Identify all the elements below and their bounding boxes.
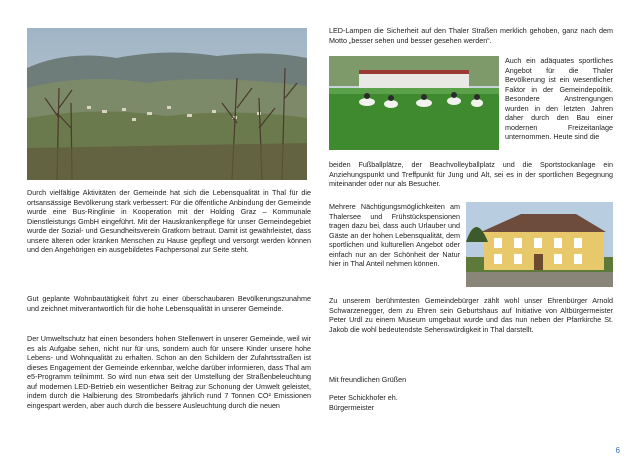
right-paragraph-2: Auch ein adäquates sportliches Angebot für die Thaler Bevölkerung ist ein wesentlicher Faktor in der Gemeindepolitik. Besondere Anstrengungen wurden in den letzten Jahren daher durch den Bau einer modernen Freizeitanlage unternommen. Heute sind die <box>505 56 613 142</box>
left-paragraph-1: Durch vielfältige Aktivitäten der Gemeinde hat sich die Lebensqualität in Thal für die ortsansässige Bevölkerung stark verbessert: Für die öffentliche Anbindung der Gemeinde wurde eine Bus-Ringlinie in Kooperation mit der Holding Graz – Kommunale Dienstleistungs GmbH eingeführt. Mit der Hauskrankenpflege für unser Gemeindegebiet wurde der Sozial- und Gesundheitsverein Gratkorn betraut. Damit ist gewährleistet, dass unsere älteren oder kranken Menschen zu Hause gepflegt und versorgt werden können und den Angehörigen ein ausgebildetes Fachpersonal zur Seite steht. <box>27 188 311 255</box>
greeting: Mit freundlichen Grüßen <box>329 375 407 384</box>
valley-landscape-photo <box>27 28 307 180</box>
right-paragraph-1: LED-Lampen die Sicherheit auf den Thaler Straßen merklich gehoben, ganz nach dem Motto „besser sehen und besser gesehen werden“. <box>329 26 613 45</box>
right-paragraph-2-continued: beiden Fußballplätze, der Beachvolleyballplatz und die Sportstockanlage ein Anziehungspunkt und Treffpunkt für Jung und Alt, sei es in der sportlichen Begegnung miteinander oder nur als Besucher. <box>329 160 613 189</box>
birth-house-photo <box>466 202 613 287</box>
page-number: 6 <box>615 446 620 455</box>
signatory-name: Peter Schickhofer eh. <box>329 393 398 402</box>
sports-field-photo <box>329 56 499 150</box>
right-paragraph-3: Mehrere Nächtigungsmöglichkeiten am Thalersee und Frühstückspensionen tragen dazu bei, dass auch Urlauber und Gäste an der hohen Lebensqualität, dem sportlichen und kulturellen Angebot oder einfach nur an der Schönheit der Natur hier in Thal Anteil nehmen können. <box>329 202 460 269</box>
signatory-role: Bürgermeister <box>329 403 375 412</box>
left-paragraph-3: Der Umweltschutz hat einen besonders hohen Stellenwert in unserer Gemeinde, weil wir es als Aufgabe sehen, nicht nur für uns, sondern auch für unsere Kinder unsere hohe Lebens- und Wohnqualität zu erhalten. Schon an den Schildern der Zufahrtsstraßen ist dieses Engagement der Gemeinde erkennbar, welche darüber informieren, dass Thal am e5-Programm teilnimmt. So wird nun etwa seit der Umstellung der Straßenbeleuchtung auf modernen LED-Betrieb ein wesentlicher Beitrag zur Schonung der Umwelt geleistet, indem durch die Halbierung des Strombedarfs jährlich rund 7 Tonnen CO² Emissionen eingespart werden, aber auch durch die bessere Ausleuchtung durch die neuen <box>27 334 311 410</box>
right-paragraph-4: Zu unserem berühmtesten Gemeindebürger zählt wohl unser Ehrenbürger Arnold Schwarzenegger, dem zu Ehren sein Geburtshaus auf Initiative von Altbürgermeister Peter Urdl zu einem Museum umgebaut wurde und das nun neben der Pfarrkirche St. Jakob die wohl bedeutendste Sehenswürdigkeit in Thal darstellt. <box>329 296 613 334</box>
left-paragraph-2: Gut geplante Wohnbautätigkeit führt zu einer überschaubaren Bevölkerungszunahme und zeichnet mitverantwortlich für die hohe Lebensqualität in unserer Gemeinde. <box>27 294 311 313</box>
